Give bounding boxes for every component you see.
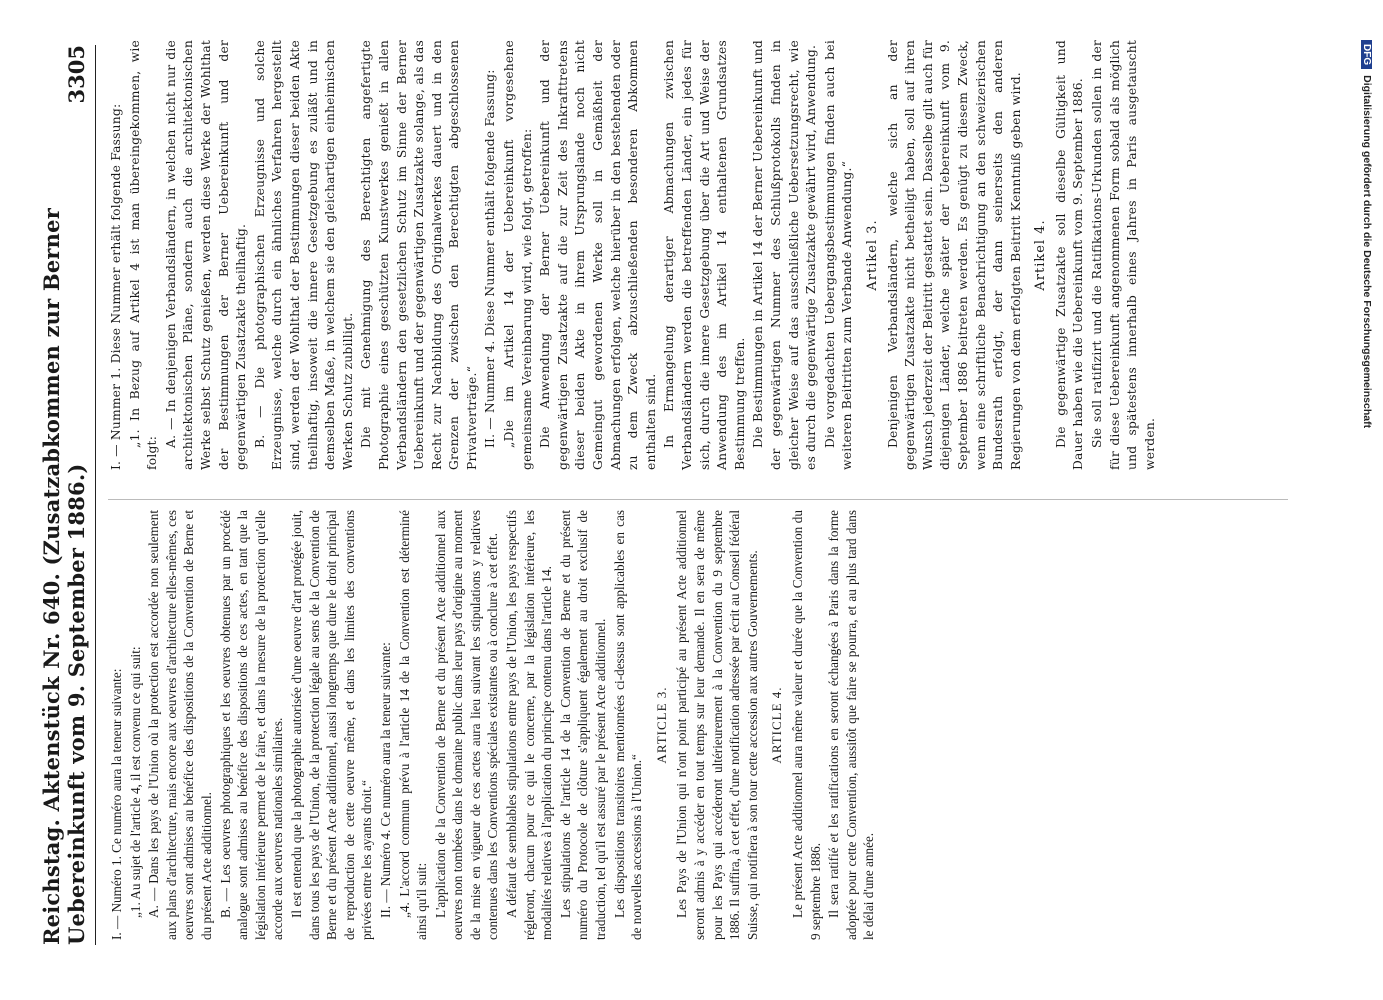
de-paragraph: In Ermangelung derartiger Abmachungen zwischen Verbandsländern werden die betreffenden Länder, ein jedes für sich, durch die innere Gesetzgebung über die Art und Weise der Anwendung des im Artikel 14 enthaltenen Grundsatzes Bestimmung treffen.	[662, 40, 747, 470]
de-paragraph: Sie soll ratifizirt und die Ratifikations-Urkunden sollen in der für diese Uebereinkunft angenommenen Form sobald als möglich und spätestens innerhalb eines Jahres in Paris ausgetauscht werden.	[1090, 40, 1157, 470]
fr-paragraph: B. — Les oeuvres photographiques et les oeuvres obtenues par un procédé analogue sont admises au bénéfice des dispositions de ces actes, en tant que la législation intérieure permet de le faire, et dans la mesure de la protection qu'elle accorde aux oeuvres nationales similaires.	[217, 510, 286, 940]
fr-paragraph: Le présent Acte additionnel aura même valeur et durée que la Convention du 9 septembre 1886.	[789, 510, 823, 940]
column-divider	[108, 499, 1288, 500]
page-number: 3305	[64, 45, 89, 104]
de-paragraph: „Die im Artikel 14 der Uebereinkunft vorgesehene gemeinsame Vereinbarung wird, wie folgt, getroffen:	[502, 40, 534, 470]
de-article-3-heading: Artikel 3.	[864, 219, 880, 291]
fr-paragraph: L'application de la Convention de Berne et du présent Acte additionnel aux oeuvres non tombées dans le domaine public dans leur pays d'origine au moment de la mise en vigueur de ces actes aura lieu suivant les stipulations y relatives contenues dans les Conventions spéciales existantes ou à conclure à cet effet.	[432, 510, 501, 940]
running-title: Reichstag. Aktenstück Nr. 640. (Zusatzabkommen zur Berner Uebereinkunft vom 9. September 1886.)	[39, 208, 89, 945]
de-article-4-heading: Artikel 4.	[1033, 219, 1049, 291]
fr-paragraph: Il est entendu que la photographie autorisée d'une oeuvre d'art protégée jouit, dans tous les pays de l'Union, de la protection légale au sens de la Convention de Berne et du présent Acte additionnel, aussi longtemps que dure le droit principal de reproduction de cette oeuvre même, et dans les limites des conventions privées entre les ayants droit.“	[288, 510, 375, 940]
fr-article-4-heading: ARTICLE 4.	[769, 686, 785, 764]
de-paragraph: Die Anwendung der Berner Uebereinkunft und der gegenwärtigen Zusatzakte auf die zur Zeit des Inkrafttretens dieser beiden Akte in ihrem Ursprungslande noch nicht Gemeingut gewordenen Werke soll in Gemäßheit der Abmachungen erfolgen, welche hierüber in den bestehenden oder zu dem Zweck abzuschließenden besonderen Abkommen enthalten sind.	[538, 40, 658, 470]
german-column	[108, 40, 1160, 470]
fr-paragraph: Les stipulations de l'article 14 de la Convention de Berne et du présent numéro du Protocole de clôture s'appliquent également au droit exclusif de traduction, tel qu'il est assuré par le présent Acte additionnel.	[557, 510, 609, 940]
fr-article-3-heading: ARTICLE 3.	[653, 686, 669, 764]
dfg-sidebar	[1355, 40, 1379, 960]
de-paragraph: Die Bestimmungen in Artikel 14 der Berner Uebereinkunft und der gegenwärtigen Nummer des Schlußprotokolls finden in gleicher Weise auf das ausschließliche Uebersetzungsrecht, wie es durch die gegenwärtige Zusatzakte gewährt wird, Anwendung.	[751, 40, 819, 470]
de-paragraph: I. — Nummer 1. Diese Nummer erhält folgende Fassung:	[109, 103, 123, 470]
de-paragraph: A. — In denjenigen Verbandsländern, in welchen nicht nur die architektonischen Pläne, sondern auch die architektonischen Werke selbst Schutz genießen, werden diese Werke der Wohlthat der Bestimmungen der Berner Uebereinkunft und der gegenwärtigen Zusatzakte theilhaftig.	[163, 40, 249, 470]
de-paragraph: Die vorgedachten Uebergangsbestimmungen finden auch bei weiteren Beitritten zum Verbande Anwendung.“	[822, 40, 855, 470]
de-paragraph: Denjenigen Verbandsländern, welche sich an der gegenwärtigen Zusatzakte nicht betheiligt haben, soll auf ihren Wunsch jederzeit der Beitritt gestattet sein. Dasselbe gilt auch für diejenigen Länder, welche später der Uebereinkunft vom 9. September 1886 beitreten werden. Es genügt zu diesem Zweck, wenn eine schriftliche Benachrichtigung an den schweizerischen Bundesrath erfolgt, der dann seinerseits den anderen Regierungen von dem erfolgten Beitritt Kenntniß geben wird.	[885, 40, 1023, 470]
fr-paragraph: Les dispositions transitoires mentionnées ci-dessus sont applicables en cas de nouvelles accessions à l'Union.“	[611, 510, 645, 940]
page-header	[39, 45, 96, 945]
de-paragraph: II. — Nummer 4. Diese Nummer enthält folgende Fassung:	[483, 69, 498, 448]
de-paragraph: „1. In Bezug auf Artikel 4 ist man übereingekommen, wie folgt:	[127, 40, 160, 470]
dfg-logo: DFG	[1361, 40, 1372, 69]
fr-paragraph: A défaut de semblables stipulations entre pays de l'Union, les pays respectifs régleront, chacun pour ce qui le concerne, par la législation intérieure, les modalités relatives à l'application du principe contenu dans l'article 14.	[504, 510, 555, 940]
fr-paragraph: „4. L'accord commun prévu à l'article 14 de la Convention est déterminé ainsi qu'il suit:	[396, 510, 430, 940]
de-paragraph: Die mit Genehmigung des Berechtigten angefertigte Photographie eines geschützten Kunstwerkes genießt in allen Verbandsländern den gesetzlichen Schutz im Sinne der Berner Uebereinkunft und der gegenwärtigen Zusatzakte solange, als das Recht zur Nachbildung des Originalwerkes dauert und in den Grenzen der zwischen den Berechtigten abgeschlossenen Privatverträge.“	[359, 40, 479, 470]
de-paragraph: Die gegenwärtige Zusatzakte soll dieselbe Gültigkeit und Dauer haben wie die Uebereinkunft vom 9. September 1886.	[1053, 40, 1086, 470]
fr-paragraph: I. — Numéro 1. Ce numéro aura la teneur suivante:	[109, 668, 124, 940]
fr-paragraph: Les Pays de l'Union qui n'ont point participé au présent Acte additionnel seront admis à y accéder en tout temps sur leur demande. Il en sera de même pour les Pays qui accéderont ultérieurement à la Convention du 9 septembre 1886. Il suffira, à cet effet, d'une notification adressée par écrit au Conseil fédéral Suisse, qui notifiera à son tour cette accession aux autres Gouvernements.	[674, 510, 760, 940]
dfg-credit	[1349, 40, 1373, 960]
french-column	[108, 510, 879, 940]
dfg-credit-text: Digitalisierung gefördert durch die Deutsche Forschungsgemeinschaft	[1361, 75, 1373, 429]
fr-paragraph: II. — Numéro 4. Ce numéro aura la teneur suivante:	[377, 642, 393, 918]
fr-paragraph: „1. Au sujet de l'article 4, il est convenu ce qui suit:	[127, 646, 143, 918]
fr-paragraph: Il sera ratifié et les ratifications en seront échangées à Paris dans la forme adoptée pour cette Convention, aussitôt que faire se pourra, et au plus tard dans le délai d'une année.	[826, 510, 877, 940]
fr-paragraph: A. — Dans les pays de l'Union où la protection est accordée non seulement aux plans d'architecture, mais encore aux oeuvres d'architecture elles-mêmes, ces oeuvres sont admises au bénéfice des dispositions de la Convention de Berne et du présent Acte additionnel.	[146, 510, 214, 940]
de-paragraph: B. — Die photographischen Erzeugnisse und solche Erzeugnisse, welche durch ein ähnliches Verfahren hergestellt sind, werden der Wohlthat der Bestimmungen dieser beiden Akte theilhaftig, insoweit die innere Gesetzgebung es zuläßt und in demselben Maße, in welchem sie den gleichartigen einheimischen Werken Schutz zubilligt.	[252, 40, 355, 470]
